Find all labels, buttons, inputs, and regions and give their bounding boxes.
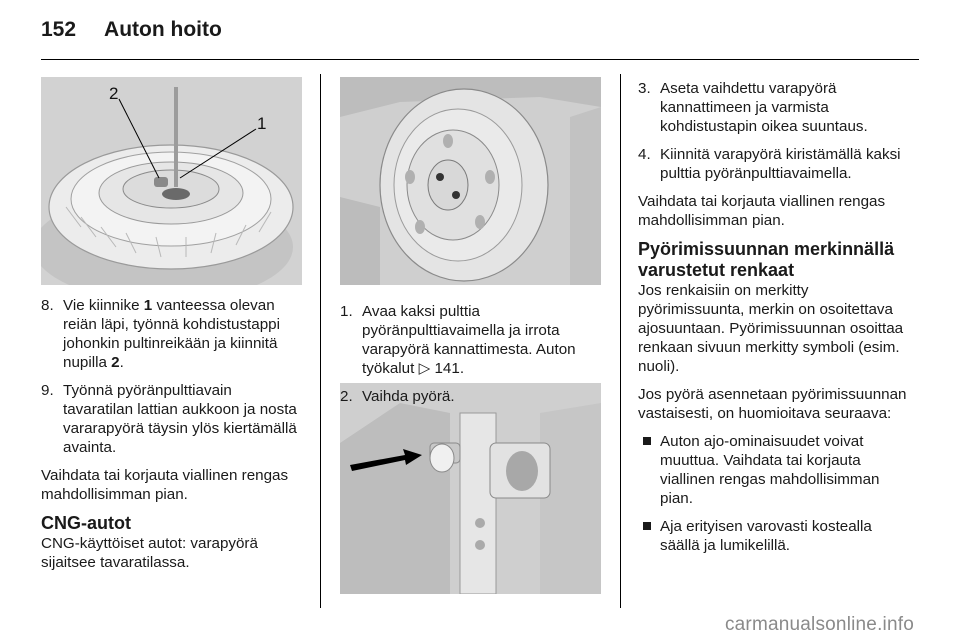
header-rule — [41, 59, 919, 60]
steps-list-col2 — [340, 302, 602, 406]
bullet-item: Aja erityisen varovasti kostealla säällä ja lumikelillä. — [638, 517, 908, 555]
rotation-para-1: Jos renkaisiin on merkitty pyörimissuunta, merkin on osoitettava ajosuuntaan. Pyörimissuunnan osoittaa renkaan sivuun merkitty symboli (esim. nuoli). — [638, 282, 904, 375]
step-8: 8. Vie kiinnike 1 vanteessa olevan reiän läpi, työnnä kohdistustappi johonkin pultinreikään ja kiinnitä nupilla 2. — [41, 297, 280, 371]
step-3: 3. Aseta vaihdettu varapyörä kannattimeen ja varmista kohdistustapin oikea suuntaus. — [638, 80, 868, 135]
watermark: carmanualsonline.info — [724, 614, 914, 635]
page-reference-arrow-icon: ▷ — [418, 360, 431, 377]
page-title: Auton hoito — [104, 18, 222, 41]
page-reference[interactable]: 141 — [434, 360, 460, 377]
section-heading-cng: CNG-autot — [41, 513, 131, 533]
rotation-para-2: Jos pyörä asennetaan pyörimissuunnan vastaisesti, on huomioitava seuraava: — [638, 386, 907, 422]
bullet-square-icon — [643, 437, 651, 445]
bullet-square-icon — [643, 522, 651, 530]
page-header — [41, 18, 222, 42]
bullet-item: Auton ajo-ominaisuudet voivat muuttua. Vaihdata tai korjauta viallinen rengas mahdollisimman pian. — [638, 432, 908, 508]
section-heading-rotation: Pyörimissuunnan merkinnällä varustetut renkaat — [638, 239, 895, 280]
steps-list-col3 — [638, 79, 908, 183]
repair-note-2: Vaihdata tai korjauta viallinen rengas mahdollisimman pian. — [638, 193, 886, 229]
callout-1-label: 1 — [257, 114, 267, 133]
column-divider-1 — [320, 74, 321, 608]
repair-note: Vaihdata tai korjauta viallinen rengas mahdollisimman pian. — [41, 467, 289, 503]
step-1: 1. Avaa kaksi pulttia pyöränpulttiavaimella ja irrota varapyörä kannattimesta. Auton työkalut ▷ 141. — [340, 303, 576, 377]
figure-spare-wheel-bracket — [41, 77, 302, 285]
cng-note: CNG-käyttöiset autot: varapyörä sijaitsee tavaratilassa. — [41, 535, 258, 571]
column-2-text — [340, 302, 602, 415]
step-4: 4. Kiinnitä varapyörä kiristämällä kaksi pulttia pyöränpulttiavaimella. — [638, 146, 901, 182]
steps-list-col1 — [41, 296, 303, 457]
column-3-text — [638, 79, 908, 564]
step-9: 9. Työnnä pyöränpulttiavain tavaratilan lattian aukkoon ja nosta vararapyörä täysin ylös kiertämällä avainta. — [41, 382, 297, 456]
column-1-text — [41, 296, 303, 581]
column-divider-2 — [620, 74, 621, 608]
step-2: 2. Vaihda pyörä. — [340, 388, 455, 405]
figure-spare-wheel-carrier — [340, 77, 601, 285]
rotation-bullets — [638, 432, 908, 555]
page-number: 152 — [41, 18, 77, 41]
callout-2-label: 2 — [109, 84, 119, 103]
